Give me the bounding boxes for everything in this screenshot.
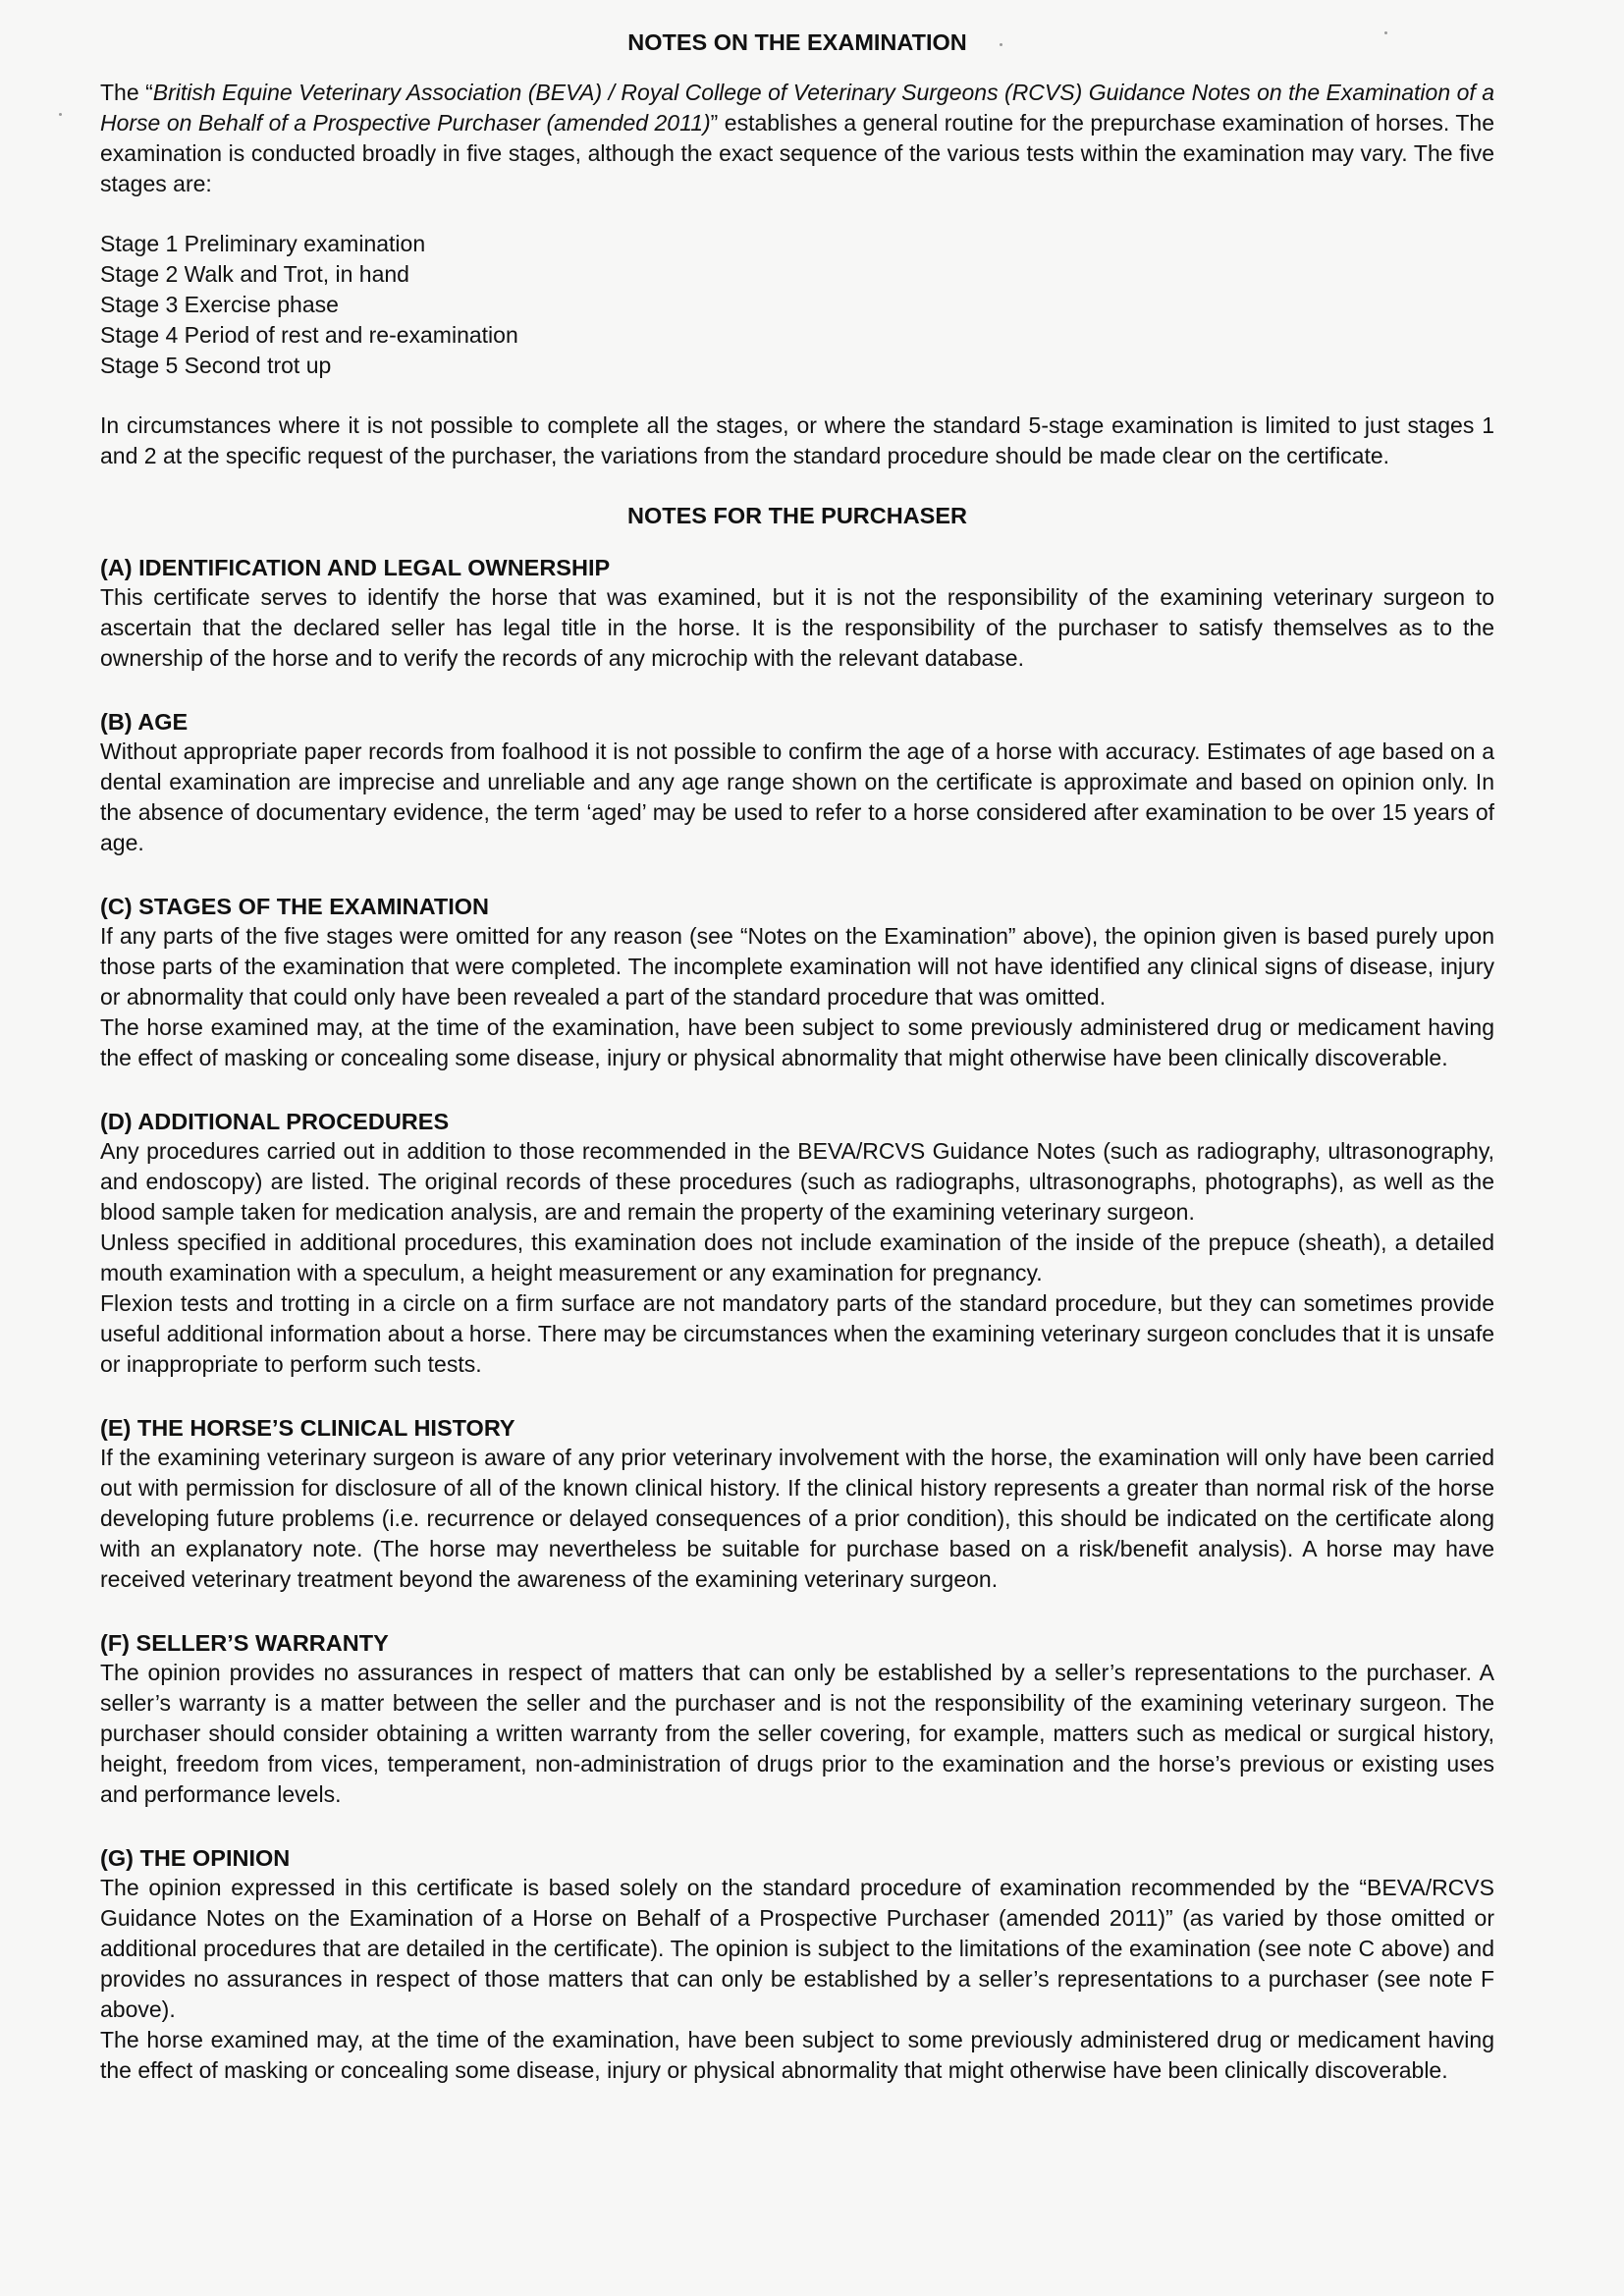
- section-heading: (C) STAGES OF THE EXAMINATION: [100, 894, 490, 919]
- section-paragraph: Any procedures carried out in addition to those recommended in the BEVA/RCVS Guidance Notes (such as radiography, ultrasonography, and endoscopy) are listed. The original records of these procedures (such as radiographs, ultrasonographs, photographs), as well as the blood sample taken for medication analysis, are and remain the property of the examining veterinary surgeon.: [100, 1138, 1494, 1225]
- section-age: [100, 707, 1494, 858]
- stage-item: Stage 4 Period of rest and re-examination: [100, 322, 518, 348]
- section-heading: (E) THE HORSE’S CLINICAL HISTORY: [100, 1415, 515, 1441]
- intro-tail: ” establishes a general routine for the prepurchase examination of horses. The examination is conducted broadly in five stages, although the exact sequence of the various tests within the examination may vary. The five stages are:: [100, 110, 1495, 196]
- intro-lead: The “: [100, 80, 153, 105]
- section-paragraph: The opinion provides no assurances in respect of matters that can only be established by a seller’s representations to the purchaser. A seller’s warranty is a matter between the seller and the purchaser and is not the responsibility of the examining veterinary surgeon. The purchaser should consider obtaining a written warranty from the seller covering, for example, matters such as medical or surgical history, height, freedom from vices, temperament, non-administration of drugs prior to the examination and the horse’s previous or existing uses and performance levels.: [100, 1660, 1494, 1807]
- section-paragraph: The horse examined may, at the time of the examination, have been subject to some previously administered drug or medicament having the effect of masking or concealing some disease, injury or physical abnormality that might otherwise have been clinically discoverable.: [100, 1014, 1494, 1070]
- stages-list: [100, 229, 1494, 381]
- page-title: NOTES ON THE EXAMINATION: [627, 29, 967, 55]
- section-stages: [100, 892, 1494, 1073]
- section-sellers-warranty: [100, 1628, 1494, 1810]
- section-paragraph: Without appropriate paper records from foalhood it is not possible to confirm the age of a horse with accuracy. Estimates of age based on a dental examination are imprecise and unreliable and any age range shown on the certificate is approximate and based on opinion only. In the absence of documentary evidence, the term ‘aged’ may be used to refer to a horse considered after examination to be over 15 years of age.: [100, 738, 1494, 855]
- section-paragraph: The horse examined may, at the time of the examination, have been subject to some previously administered drug or medicament having the effect of masking or concealing some disease, injury or physical abnormality that might otherwise have been clinically discoverable.: [100, 2027, 1494, 2083]
- document-body: [100, 27, 1494, 2119]
- section-heading: (A) IDENTIFICATION AND LEGAL OWNERSHIP: [100, 555, 611, 580]
- section-clinical-history: [100, 1413, 1494, 1595]
- stage-item: Stage 3 Exercise phase: [100, 292, 339, 317]
- section-paragraph: The opinion expressed in this certificate is based solely on the standard procedure of examination recommended by the “BEVA/RCVS Guidance Notes on the Examination of a Horse on Behalf of a Prospective Purchaser (amended 2011)” (as varied by those omitted or additional procedures that are detailed in the certificate). The opinion is subject to the limitations of the examination (see note C above) and provides no assurances in respect of those matters that can only be established by a seller’s representations to a purchaser (see note F above).: [100, 1875, 1494, 2022]
- intro-citation: British Equine Veterinary Association (BEVA) / Royal College of Veterinary Surgeons (RCVS) Guidance Notes on the Examination of a Horse on Behalf of a Prospective Purchaser (amended 2011): [100, 80, 1494, 136]
- section-heading: (D) ADDITIONAL PROCEDURES: [100, 1109, 450, 1134]
- stage-item: Stage 5 Second trot up: [100, 353, 332, 378]
- section-identification: [100, 553, 1494, 674]
- intro-paragraph: [100, 78, 1494, 199]
- section-paragraph: Flexion tests and trotting in a circle on a firm surface are not mandatory parts of the standard procedure, but they can sometimes provide useful additional information about a horse. There may be circumstances when the examining veterinary surgeon concludes that it is unsafe or inappropriate to perform such tests.: [100, 1290, 1494, 1377]
- section-additional-procedures: [100, 1107, 1494, 1380]
- scan-speck: [1384, 31, 1387, 34]
- section-heading: (F) SELLER’S WARRANTY: [100, 1630, 389, 1656]
- purchaser-notes-title: NOTES FOR THE PURCHASER: [627, 503, 967, 528]
- circumstances-paragraph: In circumstances where it is not possible to complete all the stages, or where the standard 5-stage examination is limited to just stages 1 and 2 at the specific request of the purchaser, the variations from the standard procedure should be made clear on the certificate.: [100, 412, 1494, 468]
- scan-speck: [1000, 43, 1002, 46]
- scan-speck: [59, 113, 62, 116]
- stage-item: Stage 1 Preliminary examination: [100, 231, 426, 256]
- section-paragraph: This certificate serves to identify the horse that was examined, but it is not the responsibility of the examining veterinary surgeon to ascertain that the declared seller has legal title in the horse. It is the responsibility of the purchaser to satisfy themselves as to the ownership of the horse and to verify the records of any microchip with the relevant database.: [100, 584, 1494, 671]
- section-opinion: [100, 1843, 1494, 2086]
- section-paragraph: Unless specified in additional procedures, this examination does not include examination of the inside of the prepuce (sheath), a detailed mouth examination with a speculum, a height measurement or any examination for pregnancy.: [100, 1230, 1494, 1285]
- section-heading: (B) AGE: [100, 709, 189, 735]
- section-heading: (G) THE OPINION: [100, 1845, 291, 1871]
- stage-item: Stage 2 Walk and Trot, in hand: [100, 261, 409, 287]
- section-paragraph: If the examining veterinary surgeon is aware of any prior veterinary involvement with the horse, the examination will only have been carried out with permission for disclosure of all of the known clinical history. If the clinical history represents a greater than normal risk of the horse developing future problems (i.e. recurrence or delayed consequences of a prior condition), this should be indicated on the certificate along with an explanatory note. (The horse may nevertheless be suitable for purchase based on a risk/benefit analysis). A horse may have received veterinary treatment beyond the awareness of the examining veterinary surgeon.: [100, 1445, 1494, 1592]
- section-paragraph: If any parts of the five stages were omitted for any reason (see “Notes on the Examination” above), the opinion given is based purely upon those parts of the examination that were completed. The incomplete examination will not have identified any clinical signs of disease, injury or abnormality that could only have been revealed a part of the standard procedure that was omitted.: [100, 923, 1494, 1010]
